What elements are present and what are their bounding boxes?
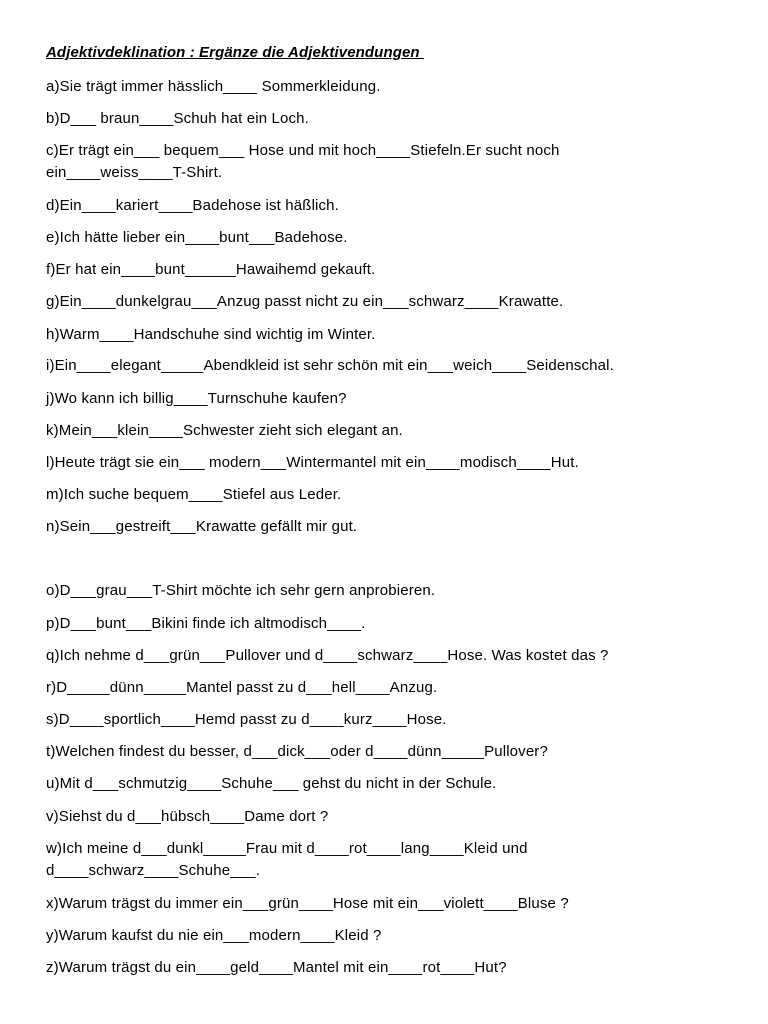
exercise-e: e)Ich hätte lieber ein____bunt___Badehose. xyxy=(46,229,348,246)
exercise-g: g)Ein____dunkelgrau___Anzug passt nicht zu ein___schwarz____Krawatte. xyxy=(46,293,564,310)
exercise-o: o)D___grau___T-Shirt möchte ich sehr gern anprobieren. xyxy=(46,582,436,599)
exercise-q: q)Ich nehme d___grün___Pullover und d____schwarz____Hose. Was kostet das ? xyxy=(46,647,609,664)
exercise-p: p)D___bunt___Bikini finde ich altmodisch____. xyxy=(46,615,366,632)
exercise-v: v)Siehst du d___hübsch____Dame dort ? xyxy=(46,808,329,825)
exercise-j: j)Wo kann ich billig____Turnschuhe kaufen? xyxy=(46,390,347,407)
exercise-k: k)Mein___klein____Schwester zieht sich elegant an. xyxy=(46,422,403,439)
exercise-u: u)Mit d___schmutzig____Schuhe___ gehst du nicht in der Schule. xyxy=(46,775,497,792)
exercise-w: w)Ich meine d___dunkl_____Frau mit d____rot____lang____Kleid und d____schwarz____Schuhe___. xyxy=(46,840,528,879)
exercise-d: d)Ein____kariert____Badehose ist häßlich. xyxy=(46,197,339,214)
exercise-t: t)Welchen findest du besser, d___dick___oder d____dünn_____Pullover? xyxy=(46,743,548,760)
exercise-i: i)Ein____elegant_____Abendkleid ist sehr schön mit ein___weich____Seidenschal. xyxy=(46,357,614,374)
exercise-r: r)D_____dünn_____Mantel passt zu d___hell____Anzug. xyxy=(46,679,438,696)
exercise-n: n)Sein___gestreift___Krawatte gefällt mir gut. xyxy=(46,518,358,535)
exercise-b: b)D___ braun____Schuh hat ein Loch. xyxy=(46,110,309,127)
worksheet-title: Adjektivdeklination : Ergänze die Adjektivendungen xyxy=(46,44,424,61)
exercise-s: s)D____sportlich____Hemd passt zu d____kurz____Hose. xyxy=(46,711,447,728)
exercise-l: l)Heute trägt sie ein___ modern___Wintermantel mit ein____modisch____Hut. xyxy=(46,454,579,471)
exercise-z: z)Warum trägst du ein____geld____Mantel mit ein____rot____Hut? xyxy=(46,959,507,976)
exercise-h: h)Warm____Handschuhe sind wichtig im Winter. xyxy=(46,326,376,343)
exercise-a: a)Sie trägt immer hässlich____ Sommerkleidung. xyxy=(46,78,381,95)
exercise-c: c)Er trägt ein___ bequem___ Hose und mit hoch____Stiefeln.Er sucht noch ein____weiss____T-Shirt. xyxy=(46,142,560,181)
exercise-m: m)Ich suche bequem____Stiefel aus Leder. xyxy=(46,486,342,503)
exercise-y: y)Warum kaufst du nie ein___modern____Kleid ? xyxy=(46,927,382,944)
exercise-x: x)Warum trägst du immer ein___grün____Hose mit ein___violett____Bluse ? xyxy=(46,895,569,912)
exercise-f: f)Er hat ein____bunt______Hawaihemd gekauft. xyxy=(46,261,376,278)
